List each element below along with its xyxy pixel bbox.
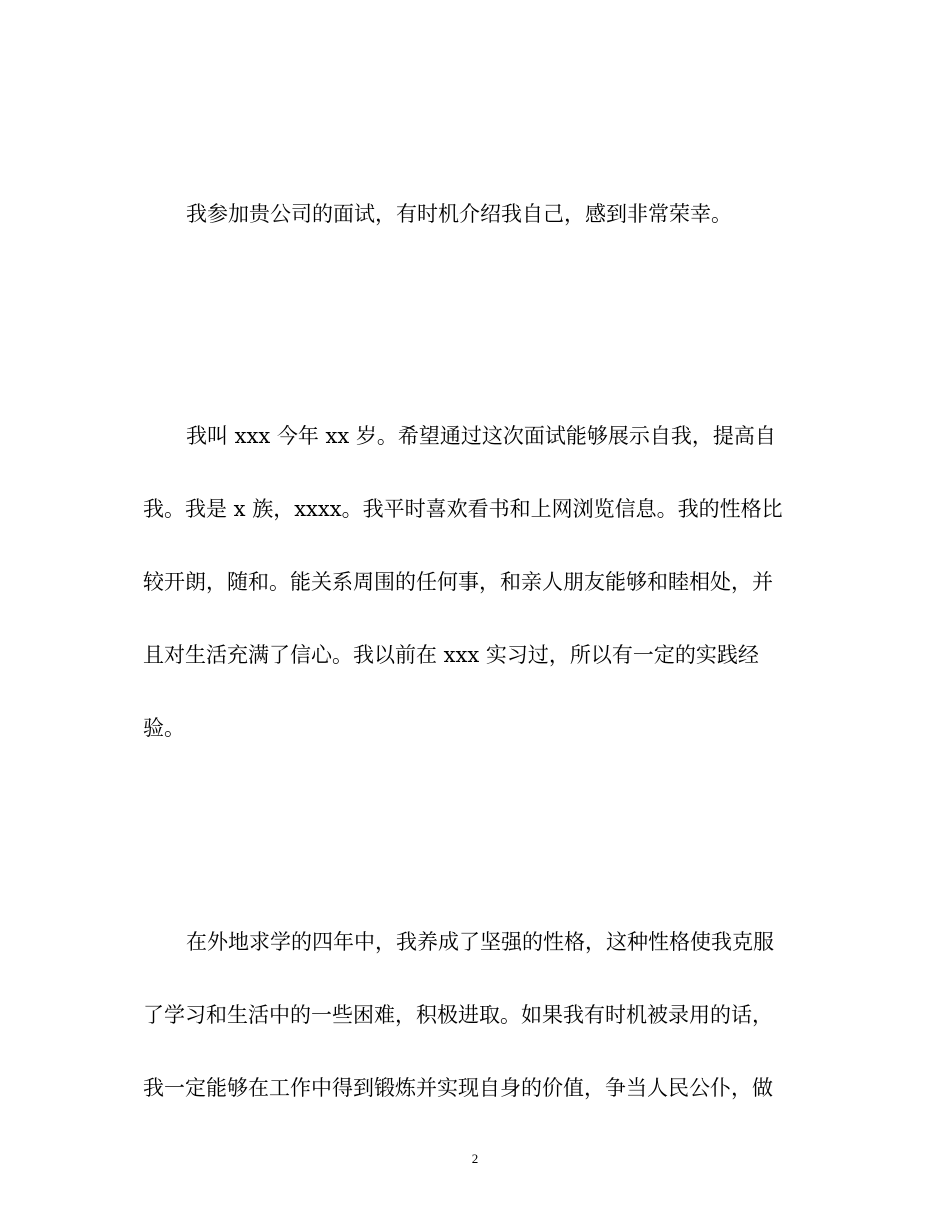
paragraph-line: 验。 bbox=[143, 716, 185, 740]
paragraph-line: 较开朗，随和。能关系周围的任何事，和亲人朋友能够和睦相处，并 bbox=[143, 570, 773, 594]
paragraph-intro bbox=[143, 178, 798, 251]
paragraph-line: 且对生活充满了信心。我以前在 xxx 实习过，所以有一定的实践经 bbox=[143, 643, 759, 667]
paragraph-line: 我参加贵公司的面试，有时机介绍我自己，感到非常荣幸。 bbox=[186, 202, 732, 226]
paragraph-line: 我。我是 x 族，xxxx。我平时喜欢看书和上网浏览信息。我的性格比 bbox=[143, 497, 783, 521]
paragraph-line: 在外地求学的四年中，我养成了坚强的性格，这种性格使我克服 bbox=[186, 930, 774, 954]
paragraph-self-introduction bbox=[143, 400, 798, 765]
paragraph-line: 我叫 xxx 今年 xx 岁。希望通过这次面试能够展示自我，提高自 bbox=[186, 424, 776, 448]
paragraph-line: 我一定能够在工作中得到锻炼并实现自身的价值，争当人民公仆，做 bbox=[143, 1076, 773, 1100]
paragraph-line: 了学习和生活中的一些困难，积极进取。如果我有时机被录用的话， bbox=[143, 1003, 773, 1027]
paragraph-study-experience bbox=[143, 906, 798, 1125]
page-number: 2 bbox=[471, 1151, 479, 1166]
